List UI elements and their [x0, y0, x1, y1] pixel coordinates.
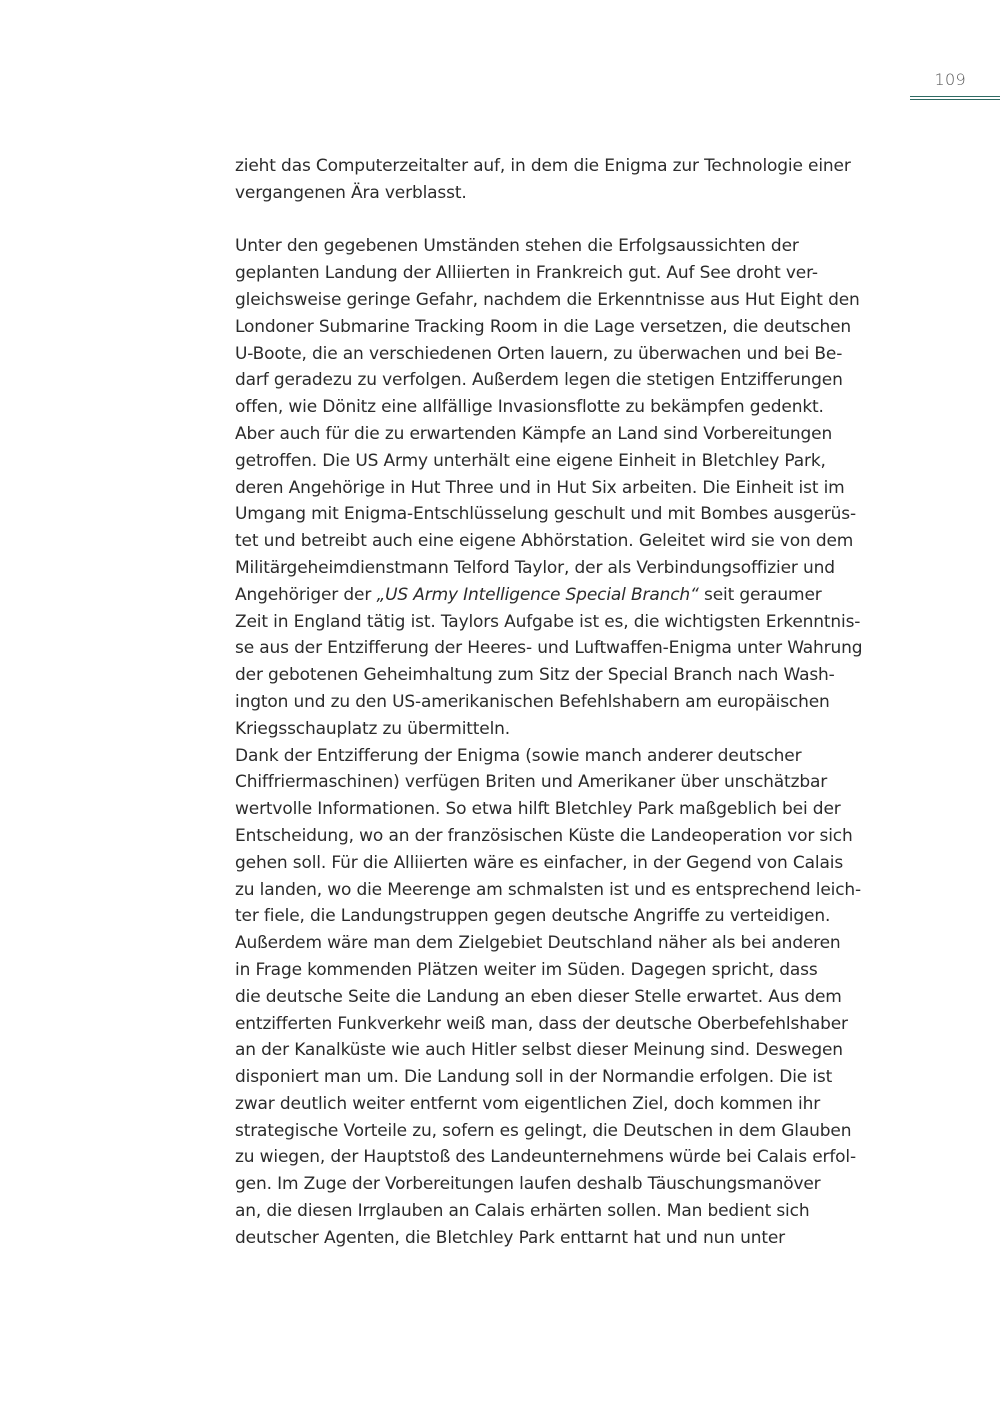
text-line: Aber auch für die zu erwartenden Kämpfe an Land sind Vorbereitungen — [235, 423, 833, 444]
text-line: geplanten Landung der Alliierten in Frankreich gut. Auf See droht ver- — [235, 263, 818, 284]
text-line: zu wiegen, der Hauptstoß des Landeunternehmens würde bei Calais erfol- — [235, 1147, 856, 1168]
text-line: entzifferten Funkverkehr weiß man, dass der deutsche Oberbefehlshaber — [235, 1013, 848, 1034]
text-line: getroffen. Die US Army unterhält eine eigene Einheit in Bletchley Park, — [235, 450, 826, 471]
text-line: zu landen, wo die Meerenge am schmalsten ist und es entsprechend leich- — [235, 879, 862, 900]
paragraph-gap — [235, 207, 915, 234]
text-line: disponiert man um. Die Landung soll in der Normandie erfolgen. Die ist — [235, 1067, 833, 1088]
paragraph-3 — [235, 743, 915, 1252]
text-line: ter fiele, die Landungstruppen gegen deutsche Angriffe zu verteidigen. — [235, 906, 831, 927]
text-line: die deutsche Seite die Landung an eben dieser Stelle erwartet. Aus dem — [235, 986, 842, 1007]
text-line: strategische Vorteile zu, sofern es gelingt, die Deutschen in dem Glauben — [235, 1120, 852, 1141]
text-line: vergangenen Ära verblasst. — [235, 182, 467, 203]
text-line: der gebotenen Geheimhaltung zum Sitz der Special Branch nach Wash- — [235, 665, 835, 686]
text-line-with-italic — [235, 582, 915, 609]
text-line: an, die diesen Irrglauben an Calais erhärten sollen. Man bedient sich — [235, 1201, 810, 1222]
text-line: Außerdem wäre man dem Zielgebiet Deutschland näher als bei anderen — [235, 933, 841, 954]
text-line: zwar deutlich weiter entfernt vom eigentlichen Ziel, doch kommen ihr — [235, 1093, 821, 1114]
text-line: wertvolle Informationen. So etwa hilft Bletchley Park maßgeblich bei der — [235, 799, 841, 820]
text-line: gleichsweise geringe Gefahr, nachdem die Erkenntnisse aus Hut Eight den — [235, 289, 860, 310]
header-rule — [910, 96, 1000, 97]
text-line: in Frage kommenden Plätzen weiter im Süden. Dagegen spricht, dass — [235, 959, 818, 980]
text-line: ington und zu den US-amerikanischen Befehlshabern am europäischen — [235, 691, 830, 712]
paragraph-1 — [235, 153, 915, 207]
text-line: zieht das Computerzeitalter auf, in dem die Enigma zur Technologie einer — [235, 156, 851, 176]
page-number: 109 — [934, 70, 966, 89]
text-line: U-Boote, die an verschiedenen Orten lauern, zu überwachen und bei Be- — [235, 343, 843, 364]
text-line: Militärgeheimdienstmann Telford Taylor, der als Verbindungsoffizier und — [235, 557, 835, 578]
text-line: gen. Im Zuge der Vorbereitungen laufen deshalb Täuschungsmanöver — [235, 1174, 821, 1195]
text-line: offen, wie Dönitz eine allfällige Invasionsflotte zu bekämpfen gedenkt. — [235, 397, 824, 418]
text-line: Entscheidung, wo an der französischen Küste die Landeoperation vor sich — [235, 825, 853, 846]
text-line: deutscher Agenten, die Bletchley Park enttarnt hat und nun unter — [235, 1227, 785, 1248]
text-line: darf geradezu zu verfolgen. Außerdem legen die stetigen Entzifferungen — [235, 370, 843, 391]
text-line: Londoner Submarine Tracking Room in die Lage versetzen, die deutschen — [235, 316, 852, 337]
text-line: Unter den gegebenen Umständen stehen die Erfolgsaussichten der — [235, 236, 799, 257]
header-rule — [910, 99, 1000, 100]
text-line: an der Kanalküste wie auch Hitler selbst dieser Meinung sind. Deswegen — [235, 1040, 843, 1061]
text-line: Chiffriermaschinen) verfügen Briten und Amerikaner über unschätzbar — [235, 772, 828, 793]
text-line: deren Angehörige in Hut Three und in Hut Six arbeiten. Die Einheit ist im — [235, 477, 845, 498]
text-line: Kriegsschauplatz zu übermitteln. — [235, 718, 511, 739]
text-line: Zeit in England tätig ist. Taylors Aufgabe ist es, die wichtigsten Erkenntnis- — [235, 611, 861, 632]
text-line: Dank der Entzifferung der Enigma (sowie manch anderer deutscher — [235, 745, 802, 766]
text-span: Angehöriger der — [235, 584, 377, 605]
text-span: seit geraumer — [698, 584, 822, 605]
text-line: se aus der Entzifferung der Heeres- und Luftwaffen-Enigma unter Wahrung — [235, 638, 863, 659]
italic-term: „US Army Intelligence Special Branch“ — [376, 584, 699, 605]
text-line: gehen soll. Für die Alliierten wäre es einfacher, in der Gegend von Calais — [235, 852, 844, 873]
text-line: Umgang mit Enigma-Entschlüsselung geschult und mit Bombes ausgerüs- — [235, 504, 857, 525]
text-line: tet und betreibt auch eine eigene Abhörstation. Geleitet wird sie von dem — [235, 531, 854, 552]
paragraph-2 — [235, 233, 915, 742]
body-text — [235, 153, 915, 1252]
